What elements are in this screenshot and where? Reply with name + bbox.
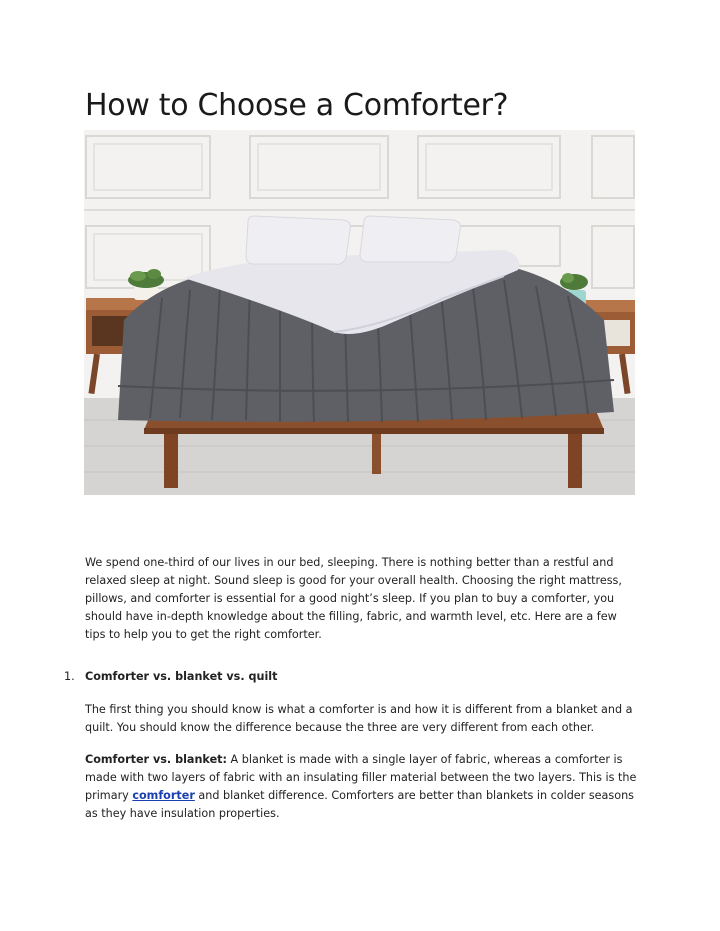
- list-number: 1.: [64, 670, 75, 683]
- sub-text-1: A blanket is made with a single layer of fabric, whereas a comforter is made with two layers of fabric with an insulating filler material between the two layers. This is the primary: [85, 753, 637, 802]
- sub-text-2: and blanket difference. Comforters are better than blankets in colder seasons as they have insulation properties.: [85, 789, 635, 820]
- comforter-vs-blanket-paragraph: [85, 751, 640, 823]
- comforter-bed-image: [84, 130, 635, 495]
- page-title: How to Choose a Comforter?: [85, 88, 509, 123]
- list-heading: Comforter vs. blanket vs. quilt: [85, 670, 278, 683]
- comforter-link[interactable]: comforter: [132, 789, 195, 802]
- intro-paragraph: We spend one-third of our lives in our bed, sleeping. There is nothing better than a restful and relaxed sleep at night. Sound sleep is good for your overall health. Choosing the right mattress, pillows, and comforter is essential for a good night’s sleep. If you plan to buy a comforter, you should have in-depth knowledge about the filling, fabric, and warmth level, etc. Here are a few tips to help you to get the right comforter.: [85, 556, 622, 641]
- difference-paragraph: The first thing you should know is what a comforter is and how it is different from a blanket and a quilt. You should know the difference because the three are very different from each other.: [85, 703, 633, 734]
- sub-heading: Comforter vs. blanket:: [85, 753, 227, 766]
